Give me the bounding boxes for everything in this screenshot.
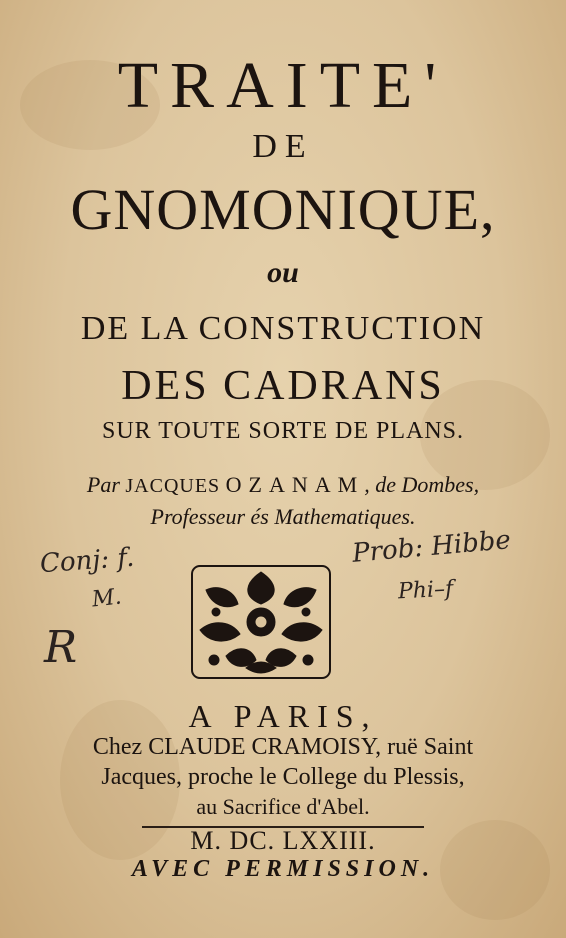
floral-ornament-icon: [186, 560, 336, 684]
author-line: [0, 472, 566, 498]
author-last-name: OZANAM: [225, 472, 365, 497]
handwritten-note-left-top: Conj: f.: [39, 542, 136, 580]
imprint-printer: Chez CLAUDE CRAMOISY, ruë Saint: [92, 734, 474, 760]
imprint-permission: AVEC PERMISSION.: [131, 856, 435, 882]
title-line-de: DE: [252, 128, 314, 165]
author-first-name: JACQUES: [125, 475, 221, 497]
handwritten-note-right-top: Prob: Hibbe: [350, 525, 512, 569]
imprint-address: Jacques, proche le College du Plessis,: [101, 764, 465, 790]
author-suffix: , de Dombes,: [364, 472, 480, 497]
imprint-year: M. DC. LXXIII.: [190, 826, 376, 855]
handwritten-note-right-bottom: Phi–f: [397, 576, 454, 605]
imprint-sign: au Sacrifice d'Abel.: [196, 794, 370, 819]
handwritten-note-left-bottom: M.: [90, 584, 123, 613]
title-line-ou: ou: [267, 256, 299, 289]
imprint-city: A PARIS,: [188, 698, 378, 734]
title-line-gnomonique: GNOMONIQUE,: [70, 177, 496, 242]
author-title: Professeur és Mathematiques.: [150, 504, 416, 529]
title-line-traite: TRAITE': [117, 49, 449, 122]
subtitle-line-cadrans: DES CADRANS: [121, 363, 445, 409]
handwritten-initial: R: [44, 622, 78, 673]
subtitle-line-plans: SUR TOUTE SORTE DE PLANS.: [101, 418, 465, 444]
author-prefix: Par: [86, 472, 120, 497]
subtitle-line-construction: DE LA CONSTRUCTION: [80, 310, 486, 347]
